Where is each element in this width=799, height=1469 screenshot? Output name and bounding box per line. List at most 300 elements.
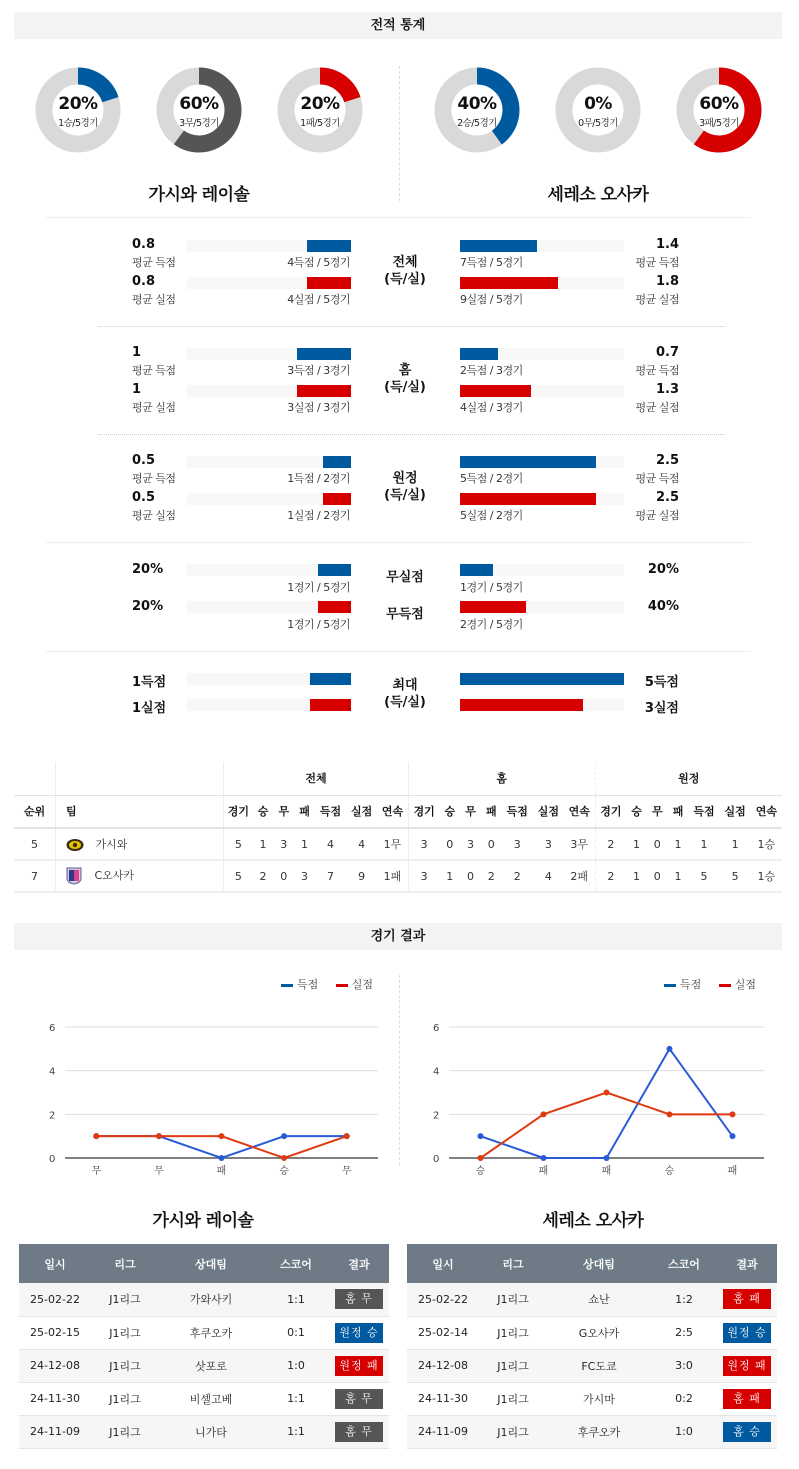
stat-cell: 1 [253, 828, 274, 860]
total-label: 전체 (득/실) [384, 255, 426, 287]
match-league: J1리그 [479, 1283, 547, 1316]
away-goals-chart [414, 1015, 784, 1180]
match-date: 25-02-15 [19, 1316, 91, 1349]
home-home-conceded-bar [187, 385, 351, 397]
stat-cell: 0 [647, 860, 668, 892]
result-badge: 홈 무 [335, 1389, 383, 1409]
donut-loss [676, 67, 762, 153]
stat-cell: 5 [224, 828, 253, 860]
stat-cell: 5 [224, 860, 253, 892]
bar-fill [460, 277, 558, 289]
rank: 7 [14, 860, 56, 892]
home-home-scored-text: 3득점 / 3경기 [287, 364, 350, 377]
home-away-conceded-text: 1실점 / 2경기 [287, 509, 350, 522]
no-score-label: 무득점 [386, 607, 424, 622]
home-home-conceded-avg: 1 [132, 382, 142, 397]
match-date: 24-12-08 [19, 1349, 91, 1382]
clean-sheet-label: 무실점 [386, 570, 424, 585]
scored-legend-icon [664, 984, 676, 987]
home-away-conceded-bar [187, 493, 351, 505]
stat-cell: 2 [481, 860, 502, 892]
match-opponent: 가와사키 [159, 1283, 263, 1316]
rank: 5 [14, 828, 56, 860]
stat-cell: 2 [253, 860, 274, 892]
stat-cell: 1 [626, 828, 647, 860]
match-league: J1리그 [91, 1283, 159, 1316]
match-row [407, 1349, 777, 1382]
donut-label: 3패/5경기 [699, 118, 739, 129]
y-tick-label: 4 [49, 1066, 56, 1078]
match-league: J1리그 [91, 1316, 159, 1349]
away-total-conceded-text: 9실점 / 5경기 [460, 293, 523, 306]
donut-percent: 40% [457, 94, 497, 114]
away-clean-pct: 20% [647, 562, 679, 577]
bar-fill [460, 456, 596, 468]
team-cell [56, 860, 224, 892]
home-home-conceded-text: 3실점 / 3경기 [287, 401, 350, 414]
home-clean-text: 1경기 / 5경기 [287, 581, 350, 594]
data-point[interactable] [478, 1133, 484, 1139]
match-league: J1리그 [479, 1316, 547, 1349]
stat-cell: 1 [439, 860, 460, 892]
stat-cell: 2패 [564, 860, 595, 892]
away-matches-table [407, 1244, 777, 1449]
match-score: 2:5 [651, 1316, 717, 1349]
avg-scored-label: 평균 득점 [635, 472, 679, 485]
stat-cell: 2 [595, 860, 626, 892]
donut-label: 1패/5경기 [300, 118, 340, 129]
stat-cell: 1 [668, 828, 689, 860]
stat-cell: 9 [346, 860, 377, 892]
stat-cell: 3 [294, 860, 315, 892]
home-total-conceded-bar [187, 277, 351, 289]
home-goals-chart [30, 1015, 390, 1180]
match-date: 25-02-22 [407, 1283, 479, 1316]
match-date: 24-11-09 [19, 1415, 91, 1448]
match-opponent: 비셀고베 [159, 1382, 263, 1415]
away-total-scored-avg: 1.4 [655, 237, 679, 252]
x-tick-label: 무 [341, 1166, 352, 1177]
match-score: 1:1 [263, 1382, 329, 1415]
group-away: 원정 [595, 762, 782, 795]
away-clean-text: 1경기 / 5경기 [460, 581, 523, 594]
avg-conceded-label: 평균 실점 [132, 293, 176, 306]
donut-label: 3무/5경기 [179, 118, 219, 129]
match-row [19, 1382, 389, 1415]
match-date: 24-11-30 [407, 1382, 479, 1415]
donut-win [434, 67, 520, 153]
match-date: 25-02-22 [19, 1283, 91, 1316]
stat-cell: 3 [502, 828, 533, 860]
home-home-scored-avg: 1 [132, 345, 142, 360]
match-row [407, 1316, 777, 1349]
away-max-conceded: 3실점 [644, 701, 679, 716]
bar-fill [297, 385, 351, 397]
col-away-6: 연속 [751, 795, 782, 828]
scored-line [481, 1049, 733, 1158]
bar-fill [307, 240, 351, 252]
away-total-conceded-avg: 1.8 [655, 274, 679, 289]
stat-cell: 0 [460, 860, 481, 892]
result-badge: 원정 패 [723, 1356, 771, 1376]
bar-fill [318, 564, 351, 576]
home-max-scored-bar [187, 673, 351, 685]
avg-scored-label: 평균 득점 [635, 364, 679, 377]
match-date: 24-12-08 [407, 1349, 479, 1382]
away-noscore-pct: 40% [647, 599, 679, 614]
col-total-5: 실점 [346, 795, 377, 828]
stat-cell: 1승 [751, 828, 782, 860]
match-col-header: 결과 [329, 1244, 389, 1283]
x-tick-label: 패 [538, 1166, 549, 1177]
data-point[interactable] [93, 1133, 99, 1139]
away-label: 원정 (득/실) [384, 471, 426, 503]
donut-percent: 60% [179, 94, 219, 114]
stat-cell: 1 [668, 860, 689, 892]
bar-fill [460, 699, 583, 711]
match-score: 1:1 [263, 1415, 329, 1448]
bar-fill [460, 564, 493, 576]
result-badge: 홈 무 [335, 1422, 383, 1442]
away-total-scored-bar [460, 240, 624, 252]
col-away-0: 경기 [595, 795, 626, 828]
col-home-4: 득점 [502, 795, 533, 828]
match-score: 3:0 [651, 1349, 717, 1382]
data-point[interactable] [541, 1111, 547, 1117]
col-away-3: 패 [668, 795, 689, 828]
avg-conceded-label: 평균 실점 [132, 401, 176, 414]
conceded-legend-icon [719, 984, 731, 987]
away-home-conceded-text: 4실점 / 3경기 [460, 401, 523, 414]
y-tick-label: 6 [49, 1023, 56, 1034]
data-point[interactable] [730, 1111, 736, 1117]
match-opponent: G오사카 [547, 1316, 651, 1349]
col-total-6: 연속 [377, 795, 408, 828]
match-col-header: 결과 [717, 1244, 777, 1283]
stat-cell: 7 [315, 860, 346, 892]
home-clean-bar [187, 564, 351, 576]
match-league: J1리그 [479, 1382, 547, 1415]
home-clean-pct: 20% [132, 562, 164, 577]
col-home-0: 경기 [408, 795, 439, 828]
avg-conceded-label: 평균 실점 [635, 401, 679, 414]
away-matches-title: 세레소 오사카 [542, 1211, 644, 1231]
team-cell [56, 828, 224, 860]
away-away-scored-avg: 2.5 [655, 453, 679, 468]
home-matches-title: 가시와 레이솔 [152, 1211, 254, 1231]
match-date: 25-02-14 [407, 1316, 479, 1349]
match-opponent: 후쿠오카 [547, 1415, 651, 1448]
donut-percent: 20% [300, 94, 340, 114]
max-label: 최대 (득/실) [384, 678, 426, 710]
data-point[interactable] [281, 1155, 287, 1161]
stat-cell: 1 [294, 828, 315, 860]
stat-cell: 0 [273, 860, 294, 892]
data-point[interactable] [730, 1133, 736, 1139]
x-tick-label: 패 [727, 1166, 738, 1177]
away-total-scored-text: 7득점 / 5경기 [460, 256, 523, 269]
data-point[interactable] [219, 1133, 225, 1139]
result-badge: 홈 패 [723, 1289, 771, 1309]
chart-divider [399, 975, 400, 1165]
cerezo-logo-icon [66, 867, 82, 885]
donut-label: 2승/5경기 [457, 118, 497, 129]
donut-percent: 60% [699, 94, 739, 114]
away-home-conceded-bar [460, 385, 624, 397]
x-tick-label: 패 [601, 1166, 612, 1177]
bar-fill [460, 493, 596, 505]
divider [98, 434, 725, 435]
data-point[interactable] [156, 1133, 162, 1139]
away-home-scored-text: 2득점 / 3경기 [460, 364, 523, 377]
col-home-5: 실점 [533, 795, 564, 828]
x-tick-label: 무 [91, 1166, 102, 1177]
x-tick-label: 승 [475, 1166, 486, 1177]
bar-fill [323, 456, 351, 468]
y-tick-label: 0 [49, 1154, 56, 1165]
col-team: 팀 [56, 795, 224, 828]
home-max-conceded: 1실점 [132, 701, 167, 716]
match-row [19, 1316, 389, 1349]
match-row [407, 1382, 777, 1415]
stat-cell: 3 [408, 860, 439, 892]
x-tick-label: 무 [154, 1166, 164, 1177]
data-point[interactable] [478, 1155, 484, 1161]
away-total-conceded-bar [460, 277, 624, 289]
away-max-scored-bar [460, 673, 624, 685]
col-total-3: 패 [294, 795, 315, 828]
away-noscore-bar [460, 601, 624, 613]
match-league: J1리그 [91, 1382, 159, 1415]
data-point[interactable] [667, 1111, 673, 1117]
home-away-scored-avg: 0.5 [132, 453, 156, 468]
col-away-2: 무 [647, 795, 668, 828]
result-badge: 원정 패 [335, 1356, 383, 1376]
data-point[interactable] [281, 1133, 287, 1139]
bar-fill [460, 673, 624, 685]
stat-cell: 5 [688, 860, 719, 892]
data-point[interactable] [604, 1090, 610, 1096]
data-point[interactable] [344, 1133, 350, 1139]
home-total-scored-text: 4득점 / 5경기 [287, 256, 350, 269]
y-tick-label: 0 [433, 1154, 440, 1165]
bar-fill [310, 699, 351, 711]
match-col-header: 일시 [407, 1244, 479, 1283]
home-team-name: 가시와 레이솔 [148, 185, 250, 205]
match-col-header: 스코어 [263, 1244, 329, 1283]
away-home-conceded-avg: 1.3 [655, 382, 679, 397]
result-badge: 홈 무 [335, 1289, 383, 1309]
table-row [14, 860, 782, 892]
stat-cell: 2 [595, 828, 626, 860]
result-badge: 원정 승 [335, 1323, 383, 1343]
col-away-5: 실점 [720, 795, 751, 828]
scored-line [96, 1136, 346, 1158]
divider [98, 326, 725, 327]
donut-win [35, 67, 121, 153]
x-tick-label: 승 [664, 1166, 675, 1177]
match-opponent: 쇼난 [547, 1283, 651, 1316]
table-row [14, 828, 782, 860]
stat-cell: 0 [481, 828, 502, 860]
match-league: J1리그 [91, 1349, 159, 1382]
team-divider [399, 66, 400, 201]
donut-label: 1승/5경기 [58, 118, 98, 129]
match-row [19, 1283, 389, 1316]
col-home-2: 무 [460, 795, 481, 828]
avg-conceded-label: 평균 실점 [635, 293, 679, 306]
match-col-header: 스코어 [651, 1244, 717, 1283]
conceded-line [481, 1093, 733, 1159]
standings-table [14, 762, 782, 893]
result-badge: 홈 승 [723, 1422, 771, 1442]
match-opponent: 니가타 [159, 1415, 263, 1448]
x-tick-label: 패 [216, 1166, 227, 1177]
stat-cell: 4 [533, 860, 564, 892]
away-away-scored-bar [460, 456, 624, 468]
away-chart-legend: 득점 실점 [664, 976, 756, 992]
bar-fill [310, 673, 351, 685]
match-opponent: 가시마 [547, 1382, 651, 1415]
result-badge: 홈 패 [723, 1389, 771, 1409]
match-opponent: FC도쿄 [547, 1349, 651, 1382]
team-name[interactable]: 가시와 [95, 838, 128, 851]
home-noscore-pct: 20% [132, 599, 164, 614]
col-total-1: 승 [253, 795, 274, 828]
stat-cell: 3 [273, 828, 294, 860]
data-point[interactable] [667, 1046, 673, 1052]
home-max-scored: 1득점 [132, 675, 167, 690]
home-max-conceded-bar [187, 699, 351, 711]
home-total-conceded-text: 4실점 / 5경기 [287, 293, 350, 306]
stat-cell: 3 [408, 828, 439, 860]
home-away-conceded-avg: 0.5 [132, 490, 156, 505]
match-score: 1:0 [651, 1415, 717, 1448]
data-point[interactable] [541, 1155, 547, 1161]
col-total-4: 득점 [315, 795, 346, 828]
donut-label: 0무/5경기 [578, 118, 618, 129]
x-tick-label: 승 [279, 1166, 289, 1177]
match-score: 1:0 [263, 1349, 329, 1382]
match-col-header: 리그 [479, 1244, 547, 1283]
stat-cell: 1패 [377, 860, 408, 892]
away-home-scored-avg: 0.7 [655, 345, 679, 360]
home-home-scored-bar [187, 348, 351, 360]
col-total-2: 무 [273, 795, 294, 828]
y-tick-label: 2 [49, 1110, 56, 1122]
data-point[interactable] [219, 1155, 225, 1161]
match-row [19, 1415, 389, 1448]
stat-cell: 3 [533, 828, 564, 860]
away-team-name: 세레소 오사카 [547, 185, 649, 205]
donut-draw [555, 67, 641, 153]
y-tick-label: 4 [433, 1066, 440, 1078]
away-away-conceded-text: 5실점 / 2경기 [460, 509, 523, 522]
match-opponent: 삿포로 [159, 1349, 263, 1382]
avg-scored-label: 평균 득점 [132, 256, 176, 269]
avg-conceded-label: 평균 실점 [132, 509, 176, 522]
y-tick-label: 6 [433, 1023, 440, 1034]
stat-cell: 1무 [377, 828, 408, 860]
data-point[interactable] [604, 1155, 610, 1161]
away-max-conceded-bar [460, 699, 624, 711]
match-date: 24-11-09 [407, 1415, 479, 1448]
stat-cell: 1 [720, 828, 751, 860]
divider [46, 217, 751, 218]
match-col-header: 리그 [91, 1244, 159, 1283]
home-matches-table [19, 1244, 389, 1449]
stat-cell: 4 [315, 828, 346, 860]
divider [46, 651, 751, 652]
stat-cell: 1 [626, 860, 647, 892]
match-league: J1리그 [479, 1349, 547, 1382]
avg-scored-label: 평균 득점 [635, 256, 679, 269]
group-total: 전체 [224, 762, 409, 795]
team-name[interactable]: C오사카 [94, 869, 135, 882]
home-noscore-text: 1경기 / 5경기 [287, 618, 350, 631]
donut-loss [277, 67, 363, 153]
home-away-scored-bar [187, 456, 351, 468]
bar-fill [323, 493, 351, 505]
home-total-conceded-avg: 0.8 [132, 274, 156, 289]
conceded-line [96, 1136, 346, 1158]
match-league: J1리그 [479, 1415, 547, 1448]
home-label: 홈 (득/실) [384, 363, 426, 395]
stat-cell: 1승 [751, 860, 782, 892]
match-col-header: 상대팀 [159, 1244, 263, 1283]
conceded-legend-icon [336, 984, 348, 987]
away-away-conceded-bar [460, 493, 624, 505]
avg-scored-label: 평균 득점 [132, 364, 176, 377]
away-home-scored-bar [460, 348, 624, 360]
match-score: 1:2 [651, 1283, 717, 1316]
stat-cell: 5 [720, 860, 751, 892]
match-col-header: 상대팀 [547, 1244, 651, 1283]
match-score: 0:1 [263, 1316, 329, 1349]
avg-conceded-label: 평균 실점 [635, 509, 679, 522]
bar-fill [460, 240, 537, 252]
donut-percent: 0% [584, 94, 612, 114]
match-score: 0:2 [651, 1382, 717, 1415]
away-noscore-text: 2경기 / 5경기 [460, 618, 523, 631]
home-total-scored-bar [187, 240, 351, 252]
y-tick-label: 2 [433, 1110, 440, 1122]
match-col-header: 일시 [19, 1244, 91, 1283]
stat-cell: 3 [460, 828, 481, 860]
home-away-scored-text: 1득점 / 2경기 [287, 472, 350, 485]
stat-cell: 3무 [564, 828, 595, 860]
stat-cell: 4 [346, 828, 377, 860]
stat-cell: 0 [439, 828, 460, 860]
results-section-title: 경기 결과 [14, 923, 782, 950]
bar-fill [460, 348, 498, 360]
group-home: 홈 [408, 762, 595, 795]
record-section-title: 전적 통계 [14, 12, 782, 39]
bar-fill [460, 385, 531, 397]
col-away-4: 득점 [688, 795, 719, 828]
stat-cell: 0 [647, 828, 668, 860]
match-opponent: 후쿠오카 [159, 1316, 263, 1349]
away-away-conceded-avg: 2.5 [655, 490, 679, 505]
donut-draw [156, 67, 242, 153]
match-row [19, 1349, 389, 1382]
match-league: J1리그 [91, 1415, 159, 1448]
home-chart-legend: 득점 실점 [281, 976, 373, 992]
avg-scored-label: 평균 득점 [132, 472, 176, 485]
bar-fill [307, 277, 351, 289]
stat-cell: 1 [688, 828, 719, 860]
match-row [407, 1283, 777, 1316]
